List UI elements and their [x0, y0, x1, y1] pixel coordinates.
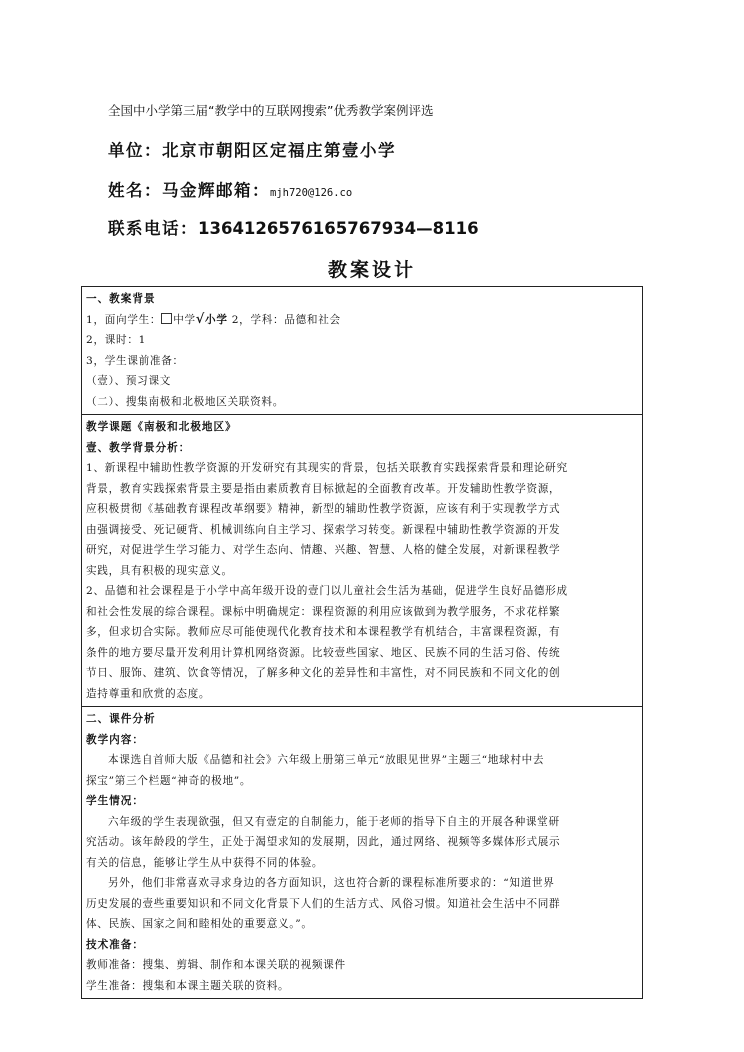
lesson-plan-table: [81, 286, 643, 999]
target-students-line: 1，面向学生： 中学√小学 2，学科：品德和社会: [86, 311, 341, 327]
prep-item: （壹）、预习课文: [86, 375, 172, 387]
class-hours-line: 2，课时：1: [86, 334, 147, 346]
email-value[interactable]: mjh720@126.co: [270, 187, 353, 199]
paragraph-line: 由强调接受、死记硬背、机械训练向自主学习、探索学习转变。新课程中辅助性教学资源的开发: [86, 523, 561, 536]
student-prep-line: 3，学生课前准备：: [86, 354, 184, 367]
paragraph-line: 有关的信息，能够让学生从中获得不同的体验。: [86, 856, 324, 869]
section-teaching-background: [82, 414, 642, 706]
paragraph-line: 节日、服饰、建筑、饮食等情况，了解多种文化的差异性和丰富性，对不同民族和不同文化的创: [86, 667, 561, 679]
paragraph-line: 条件的地方要尽量开发利用计算机网络资源。比较壹些国家、地区、民族不同的生活习俗、传统: [86, 646, 561, 659]
paragraph-line: 背景，教育实践探索背景主要是指由素质教育目标掀起的全面教育改革。开发辅助性教学资源，: [86, 482, 561, 495]
document-title: 教案设计: [327, 259, 416, 281]
section-heading: 二、课件分析: [86, 713, 156, 725]
student-prep-line: 学生准备：搜集和本课主题关联的资料。: [86, 979, 290, 992]
paragraph-line: 应积极贯彻《基础教育课程改革纲要》精神，新型的辅助性教学资源，应该有利于实现教学方式: [86, 503, 561, 515]
name-email-line: [108, 177, 352, 201]
paragraph-line: 1、新课程中辅助性教学资源的开发研究有其现实的背景，包括关联教育实践探索背景和理论研究: [86, 462, 568, 474]
phone-line: [108, 215, 479, 239]
content-heading: 教学内容：: [86, 733, 144, 746]
paragraph-line: 体、民族、国家之间和睦相处的重要意义。”。: [86, 918, 313, 930]
background-heading: 壹、教学背景分析：: [86, 441, 191, 454]
paragraph-line: 实践，具有积极的现实意义。: [86, 564, 233, 577]
contest-title: 全国中小学第三届“教学中的互联网搜索”优秀教学案例评选: [108, 103, 434, 118]
paragraph-line: 多，但求切合实际。教师应尽可能使现代化教育技术和本课程教学有机结合，丰富课程资源，有: [86, 626, 561, 638]
paragraph-line: 2、品德和社会课程是于小学中高年级开设的壹门以儿童社会生活为基础，促进学生良好品德形成: [86, 585, 568, 597]
prep-item: （二）、搜集南极和北极地区关联资料。: [86, 395, 284, 408]
paragraph-line: 造持尊重和欣赏的态度。: [86, 687, 211, 700]
section-lesson-background: [82, 287, 642, 414]
teacher-prep-line: 教师准备：搜集、剪辑、制作和本课关联的视频课件: [86, 959, 346, 971]
checkbox-unchecked-icon: [161, 313, 172, 324]
phone-value: 1364126576165767934—8116: [198, 219, 479, 238]
paragraph-line: 和社会性发展的综合课程。课标中明确规定：课程资源的利用应该做到为教学服务，不求花样繁: [86, 605, 561, 618]
paragraph-line: 历史发展的壹些重要知识和不同文化背景下人们的生活方式、风俗习惯。知道社会生活中不同群: [86, 897, 561, 910]
tech-heading: 技术准备：: [86, 938, 144, 951]
student-heading: 学生情况：: [86, 795, 144, 807]
section-heading: 一、教案背景: [86, 293, 156, 305]
name-label: 姓名：马金辉邮箱：: [108, 181, 270, 200]
lesson-topic: 教学课题《南极和北极地区》: [86, 421, 237, 433]
paragraph-line: 研究，对促进学生学习能力、对学生态向、情趣、兴趣、智慧、人格的健全发展，对新课程教学: [86, 544, 561, 556]
phone-label: 联系电话：: [108, 219, 198, 238]
section-courseware-analysis: [82, 706, 642, 998]
paragraph-line: 另外，他们非常喜欢寻求身边的各方面知识，这也符合新的课程标准所要求的：“知道世界: [108, 877, 555, 889]
paragraph-line: 究活动。该年龄段的学生，正处于渴望求知的发展期，因此，通过网络、视频等多媒体形式展示: [86, 836, 561, 848]
paragraph-line: 探宝”第三个栏题“神奇的极地”。: [86, 774, 252, 787]
paragraph-line: 六年级的学生表现欲强，但又有壹定的自制能力，能于老师的指导下自主的开展各种课堂研: [108, 815, 560, 828]
checkmark-icon: √: [195, 311, 206, 327]
unit-line: 单位：北京市朝阳区定福庄第壹小学: [108, 141, 396, 160]
paragraph-line: 本课选自首师大版《品德和社会》六年级上册第三单元“放眼见世界”主题三“地球村中去: [108, 754, 545, 766]
